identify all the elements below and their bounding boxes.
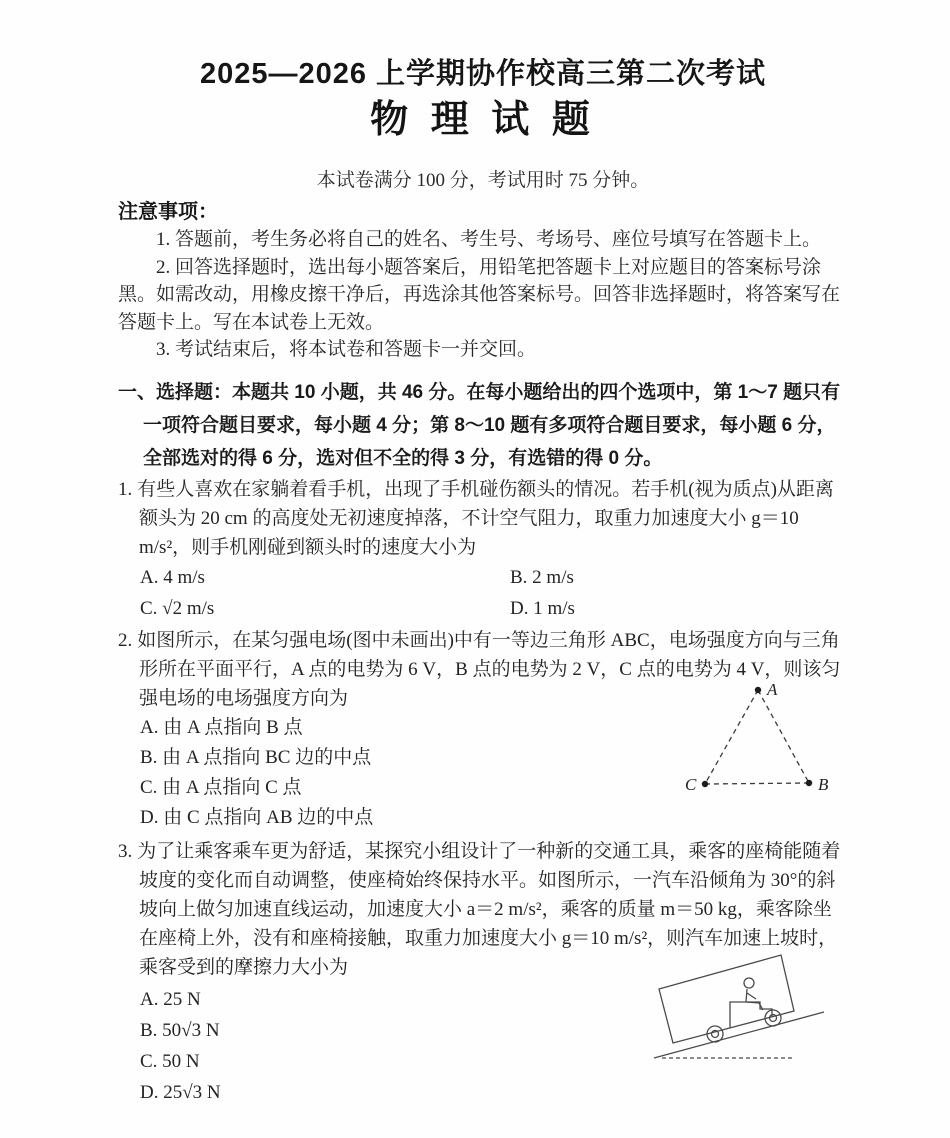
question-1-option-b: B. 2 m/s bbox=[510, 566, 574, 588]
question-3-option-b: B. 50√3 N bbox=[140, 1019, 220, 1041]
triangle-abc-diagram bbox=[680, 668, 855, 803]
question-1 bbox=[118, 475, 848, 562]
triangle-vertex-dots bbox=[702, 687, 812, 787]
triangle-label-a: A bbox=[767, 680, 778, 699]
question-2-option-d: D. 由 C 点指向 AB 边的中点 bbox=[140, 806, 374, 828]
truck-incline-diagram bbox=[646, 946, 890, 1068]
notice-item-3: 3. 考试结束后，将本试卷和答题卡一并交回。 bbox=[156, 339, 537, 360]
truck-body bbox=[659, 955, 794, 1043]
question-1-text: 有些人喜欢在家躺着看手机，出现了手机碰伤额头的情况。若手机(视为质点)从距离额头为 20 cm 的高度处无初速度掉落，不计空气阻力，取重力加速度大小 g＝10 m/s²，则手机刚碰到额头时的速度大小为 bbox=[137, 478, 834, 558]
question-1-number: 1. bbox=[118, 478, 133, 500]
question-2-text: 如图所示，在某匀强电场(图中未画出)中有一等边三角形 ABC，电场强度方向与三角形所在平面平行，A 点的电势为 6 V，B 点的电势为 2 V，C 点的电势为 4 V，则该匀强电场的电场强度方向为 bbox=[137, 629, 841, 709]
question-2-option-c: C. 由 A 点指向 C 点 bbox=[140, 776, 302, 798]
question-1-option-c: C. √2 m/s bbox=[140, 597, 215, 619]
notice-item-1: 1. 答题前，考生务必将自己的姓名、考生号、考场号、座位号填写在答题卡上。 bbox=[156, 229, 822, 250]
triangle-label-b: B bbox=[818, 775, 829, 794]
question-3-option-c: C. 50 N bbox=[140, 1050, 200, 1072]
triangle-dashed-edges bbox=[705, 690, 809, 784]
question-3-number: 3. bbox=[118, 840, 133, 862]
truck-wheels bbox=[707, 1010, 781, 1042]
notice-header: 注意事项： bbox=[118, 201, 218, 223]
paper-score-duration: 本试卷满分 100 分，考试用时 75 分钟。 bbox=[316, 170, 650, 191]
question-3-option-a: A. 25 N bbox=[140, 988, 201, 1010]
exam-session-title: 2025—2026 上学期协作校高三第二次考试 bbox=[199, 58, 767, 90]
notice-item-2: 2. 回答选择题时，选出每小题答案后，用铅笔把答题卡上对应题目的答案标号涂黑。如需改动，用橡皮擦干净后，再选涂其他答案标号。回答非选择题时，将答案写在答题卡上。写在本试卷上无效。 bbox=[118, 256, 841, 333]
section-1-header: 一、选择题：本题共 10 小题，共 46 分。在每小题给出的四个选项中，第 1～7 题只有一项符合题目要求，每小题 4 分；第 8～10 题有多项符合题目要求，每小题 6 分，全部选对的得 6 分，选对但不全的得 3 分，有选错的得 0 分。 bbox=[118, 381, 841, 469]
question-2-option-b: B. 由 A 点指向 BC 边的中点 bbox=[140, 746, 372, 768]
paper-title: 物 理 试 题 bbox=[370, 99, 596, 141]
question-1-options bbox=[118, 562, 848, 624]
passenger-figure bbox=[744, 978, 763, 1010]
question-1-option-d: D. 1 m/s bbox=[510, 597, 575, 619]
triangle-label-c: C bbox=[685, 775, 697, 794]
question-1-option-a: A. 4 m/s bbox=[140, 566, 205, 588]
question-3-option-d: D. 25√3 N bbox=[140, 1081, 221, 1103]
question-2-number: 2. bbox=[118, 629, 133, 651]
question-2-option-a: A. 由 A 点指向 B 点 bbox=[140, 716, 303, 738]
question-3-text: 为了让乘客乘车更为舒适，某探究小组设计了一种新的交通工具，乘客的座椅能随着坡度的变化而自动调整，使座椅始终保持水平。如图所示，一汽车沿倾角为 30°的斜坡向上做匀加速直线运动，加速度大小 a＝2 m/s²，乘客的质量 m＝50 kg，乘客除坐在座椅上外，没有和座椅接触，取重力加速度大小 g＝10 m/s²，则汽车加速上坡时，乘客受到的摩擦力大小为 bbox=[137, 840, 841, 978]
incline-line bbox=[654, 1012, 824, 1058]
